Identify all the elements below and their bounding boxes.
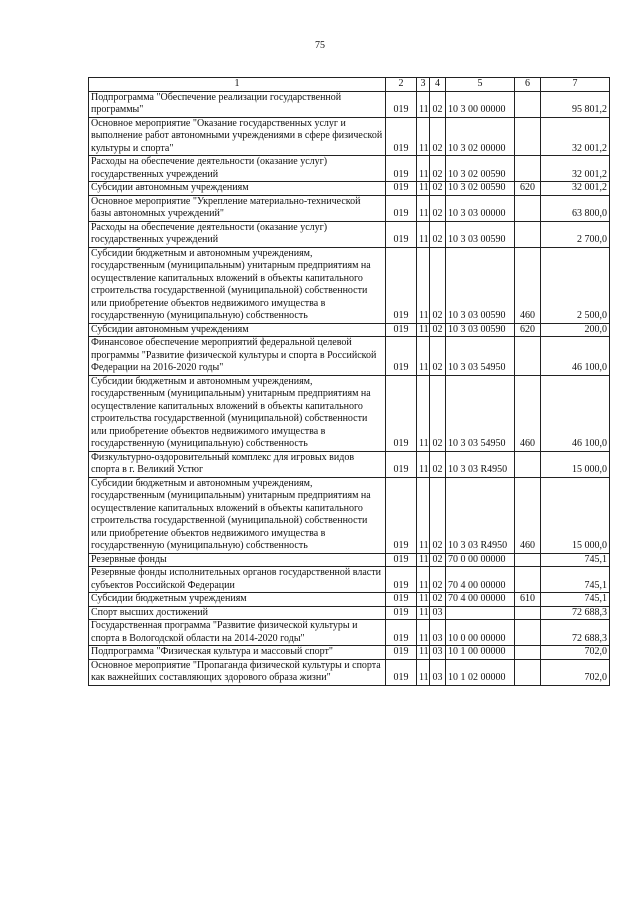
table-row — [89, 606, 610, 620]
ministry-code-cell: 019 — [386, 553, 417, 567]
table-row — [89, 375, 610, 451]
row-name-cell: Субсидии автономным учреждениям — [89, 323, 386, 337]
expense-type-cell — [515, 620, 541, 646]
amount-cell: 200,0 — [541, 323, 610, 337]
table-row — [89, 593, 610, 607]
section-code-cell: 11 — [417, 659, 430, 685]
expense-type-cell — [515, 451, 541, 477]
expense-type-cell: 610 — [515, 593, 541, 607]
amount-cell: 702,0 — [541, 646, 610, 660]
table-row — [89, 221, 610, 247]
row-name-cell: Субсидии автономным учреждениям — [89, 182, 386, 196]
table-row — [89, 477, 610, 553]
ministry-code-cell: 019 — [386, 646, 417, 660]
section-code-cell: 11 — [417, 477, 430, 553]
table-row — [89, 451, 610, 477]
section-code-cell: 11 — [417, 117, 430, 156]
subsection-code-cell: 02 — [430, 91, 446, 117]
table-row — [89, 195, 610, 221]
ministry-code-cell: 019 — [386, 221, 417, 247]
target-article-cell: 10 3 02 00590 — [446, 156, 515, 182]
section-code-cell: 11 — [417, 593, 430, 607]
expense-type-cell — [515, 567, 541, 593]
ministry-code-cell: 019 — [386, 323, 417, 337]
row-name-cell: Основное мероприятие "Пропаганда физической культуры и спорта как важнейших составляющих здорового образа жизни" — [89, 659, 386, 685]
table-row — [89, 553, 610, 567]
section-code-cell: 11 — [417, 221, 430, 247]
subsection-code-cell: 03 — [430, 646, 446, 660]
section-code-cell: 11 — [417, 182, 430, 196]
expense-type-cell: 460 — [515, 247, 541, 323]
row-name-cell: Резервные фонды исполнительных органов государственной власти субъектов Российской Федерации — [89, 567, 386, 593]
row-name-cell: Спорт высших достижений — [89, 606, 386, 620]
section-code-cell: 11 — [417, 156, 430, 182]
table-row — [89, 182, 610, 196]
section-code-cell: 11 — [417, 567, 430, 593]
header-cell: 6 — [515, 78, 541, 92]
target-article-cell: 10 3 03 00590 — [446, 221, 515, 247]
subsection-code-cell: 02 — [430, 553, 446, 567]
expense-type-cell — [515, 659, 541, 685]
amount-cell: 32 001,2 — [541, 117, 610, 156]
expense-type-cell — [515, 91, 541, 117]
expense-type-cell — [515, 553, 541, 567]
ministry-code-cell: 019 — [386, 593, 417, 607]
target-article-cell: 10 1 00 00000 — [446, 646, 515, 660]
amount-cell: 15 000,0 — [541, 477, 610, 553]
row-name-cell: Расходы на обеспечение деятельности (оказание услуг) государственных учреждений — [89, 221, 386, 247]
subsection-code-cell: 02 — [430, 477, 446, 553]
subsection-code-cell: 02 — [430, 451, 446, 477]
table-row — [89, 156, 610, 182]
section-code-cell: 11 — [417, 323, 430, 337]
expense-type-cell — [515, 606, 541, 620]
section-code-cell: 11 — [417, 337, 430, 376]
table-row — [89, 659, 610, 685]
section-code-cell: 11 — [417, 620, 430, 646]
ministry-code-cell: 019 — [386, 477, 417, 553]
subsection-code-cell: 03 — [430, 620, 446, 646]
subsection-code-cell: 02 — [430, 117, 446, 156]
target-article-cell: 70 0 00 00000 — [446, 553, 515, 567]
table-row — [89, 117, 610, 156]
target-article-cell: 10 3 03 R4950 — [446, 451, 515, 477]
section-code-cell: 11 — [417, 606, 430, 620]
table-row — [89, 620, 610, 646]
target-article-cell: 10 3 03 00590 — [446, 323, 515, 337]
budget-table — [88, 77, 610, 686]
row-name-cell: Субсидии бюджетным и автономным учреждениям, государственным (муниципальным) унитарным предприятиям на осуществление капитальных вложений в объекты капитального строительства государственной (муниципальной) собственности или приобретение объектов недвижимого имущества в государственную (муниципальную) собственность — [89, 247, 386, 323]
target-article-cell: 10 3 03 R4950 — [446, 477, 515, 553]
table-row — [89, 567, 610, 593]
subsection-code-cell: 03 — [430, 659, 446, 685]
section-code-cell: 11 — [417, 451, 430, 477]
amount-cell: 15 000,0 — [541, 451, 610, 477]
ministry-code-cell: 019 — [386, 606, 417, 620]
row-name-cell: Субсидии бюджетным и автономным учреждениям, государственным (муниципальным) унитарным предприятиям на осуществление капитальных вложений в объекты капитального строительства государственной (муниципальной) собственности или приобретение объектов недвижимого имущества в государственную (муниципальную) собственность — [89, 375, 386, 451]
section-code-cell: 11 — [417, 553, 430, 567]
target-article-cell: 10 3 03 54950 — [446, 337, 515, 376]
amount-cell: 72 688,3 — [541, 620, 610, 646]
ministry-code-cell: 019 — [386, 182, 417, 196]
target-article-cell: 10 3 03 54950 — [446, 375, 515, 451]
amount-cell: 702,0 — [541, 659, 610, 685]
table-row — [89, 247, 610, 323]
table-row — [89, 323, 610, 337]
section-code-cell: 11 — [417, 91, 430, 117]
target-article-cell: 10 1 02 00000 — [446, 659, 515, 685]
table-row — [89, 646, 610, 660]
expense-type-cell — [515, 156, 541, 182]
target-article-cell: 10 3 02 00000 — [446, 117, 515, 156]
ministry-code-cell: 019 — [386, 451, 417, 477]
expense-type-cell — [515, 337, 541, 376]
section-code-cell: 11 — [417, 375, 430, 451]
row-name-cell: Подпрограмма "Обеспечение реализации государственной программы" — [89, 91, 386, 117]
expense-type-cell: 460 — [515, 477, 541, 553]
ministry-code-cell: 019 — [386, 567, 417, 593]
amount-cell: 745,1 — [541, 593, 610, 607]
subsection-code-cell: 02 — [430, 247, 446, 323]
header-cell: 7 — [541, 78, 610, 92]
ministry-code-cell: 019 — [386, 195, 417, 221]
subsection-code-cell: 02 — [430, 221, 446, 247]
subsection-code-cell: 02 — [430, 323, 446, 337]
section-code-cell: 11 — [417, 195, 430, 221]
amount-cell: 32 001,2 — [541, 182, 610, 196]
amount-cell: 95 801,2 — [541, 91, 610, 117]
row-name-cell: Резервные фонды — [89, 553, 386, 567]
expense-type-cell: 620 — [515, 182, 541, 196]
ministry-code-cell: 019 — [386, 117, 417, 156]
subsection-code-cell: 02 — [430, 567, 446, 593]
row-name-cell: Расходы на обеспечение деятельности (оказание услуг) государственных учреждений — [89, 156, 386, 182]
target-article-cell — [446, 606, 515, 620]
amount-cell: 745,1 — [541, 567, 610, 593]
subsection-code-cell: 02 — [430, 156, 446, 182]
ministry-code-cell: 019 — [386, 337, 417, 376]
target-article-cell: 10 0 00 00000 — [446, 620, 515, 646]
ministry-code-cell: 019 — [386, 91, 417, 117]
ministry-code-cell: 019 — [386, 247, 417, 323]
row-name-cell: Финансовое обеспечение мероприятий федеральной целевой программы "Развитие физической культуры и спорта в Российской Федерации на 2016-2020 годы" — [89, 337, 386, 376]
expense-type-cell — [515, 646, 541, 660]
target-article-cell: 10 3 03 00000 — [446, 195, 515, 221]
row-name-cell: Основное мероприятие "Укрепление материально-технической базы автономных учреждений" — [89, 195, 386, 221]
target-article-cell: 10 3 02 00590 — [446, 182, 515, 196]
subsection-code-cell: 03 — [430, 606, 446, 620]
subsection-code-cell: 02 — [430, 593, 446, 607]
amount-cell: 46 100,0 — [541, 337, 610, 376]
ministry-code-cell: 019 — [386, 620, 417, 646]
header-cell: 2 — [386, 78, 417, 92]
subsection-code-cell: 02 — [430, 182, 446, 196]
header-cell: 1 — [89, 78, 386, 92]
subsection-code-cell: 02 — [430, 337, 446, 376]
row-name-cell: Физкультурно-оздоровительный комплекс для игровых видов спорта в г. Великий Устюг — [89, 451, 386, 477]
ministry-code-cell: 019 — [386, 375, 417, 451]
expense-type-cell — [515, 195, 541, 221]
subsection-code-cell: 02 — [430, 195, 446, 221]
row-name-cell: Субсидии бюджетным и автономным учреждениям, государственным (муниципальным) унитарным предприятиям на осуществление капитальных вложений в объекты капитального строительства государственной (муниципальной) собственности или приобретение объектов недвижимого имущества в государственную (муниципальную) собственность — [89, 477, 386, 553]
row-name-cell: Основное мероприятие "Оказание государственных услуг и выполнение работ автономными учреждениями в сфере физической культуры и спорта" — [89, 117, 386, 156]
header-cell: 5 — [446, 78, 515, 92]
amount-cell: 72 688,3 — [541, 606, 610, 620]
amount-cell: 2 500,0 — [541, 247, 610, 323]
row-name-cell: Государственная программа "Развитие физической культуры и спорта в Вологодской области на 2014-2020 годы" — [89, 620, 386, 646]
page-number: 75 — [315, 40, 325, 51]
expense-type-cell: 460 — [515, 375, 541, 451]
expense-type-cell: 620 — [515, 323, 541, 337]
row-name-cell: Подпрограмма "Физическая культура и массовый спорт" — [89, 646, 386, 660]
table-row — [89, 91, 610, 117]
target-article-cell: 70 4 00 00000 — [446, 593, 515, 607]
target-article-cell: 10 3 03 00590 — [446, 247, 515, 323]
subsection-code-cell: 02 — [430, 375, 446, 451]
amount-cell: 745,1 — [541, 553, 610, 567]
ministry-code-cell: 019 — [386, 659, 417, 685]
header-row — [89, 78, 610, 92]
target-article-cell: 70 4 00 00000 — [446, 567, 515, 593]
amount-cell: 2 700,0 — [541, 221, 610, 247]
header-cell: 4 — [430, 78, 446, 92]
amount-cell: 63 800,0 — [541, 195, 610, 221]
target-article-cell: 10 3 00 00000 — [446, 91, 515, 117]
header-cell: 3 — [417, 78, 430, 92]
section-code-cell: 11 — [417, 646, 430, 660]
row-name-cell: Субсидии бюджетным учреждениям — [89, 593, 386, 607]
expense-type-cell — [515, 117, 541, 156]
ministry-code-cell: 019 — [386, 156, 417, 182]
table-row — [89, 337, 610, 376]
amount-cell: 32 001,2 — [541, 156, 610, 182]
section-code-cell: 11 — [417, 247, 430, 323]
amount-cell: 46 100,0 — [541, 375, 610, 451]
expense-type-cell — [515, 221, 541, 247]
